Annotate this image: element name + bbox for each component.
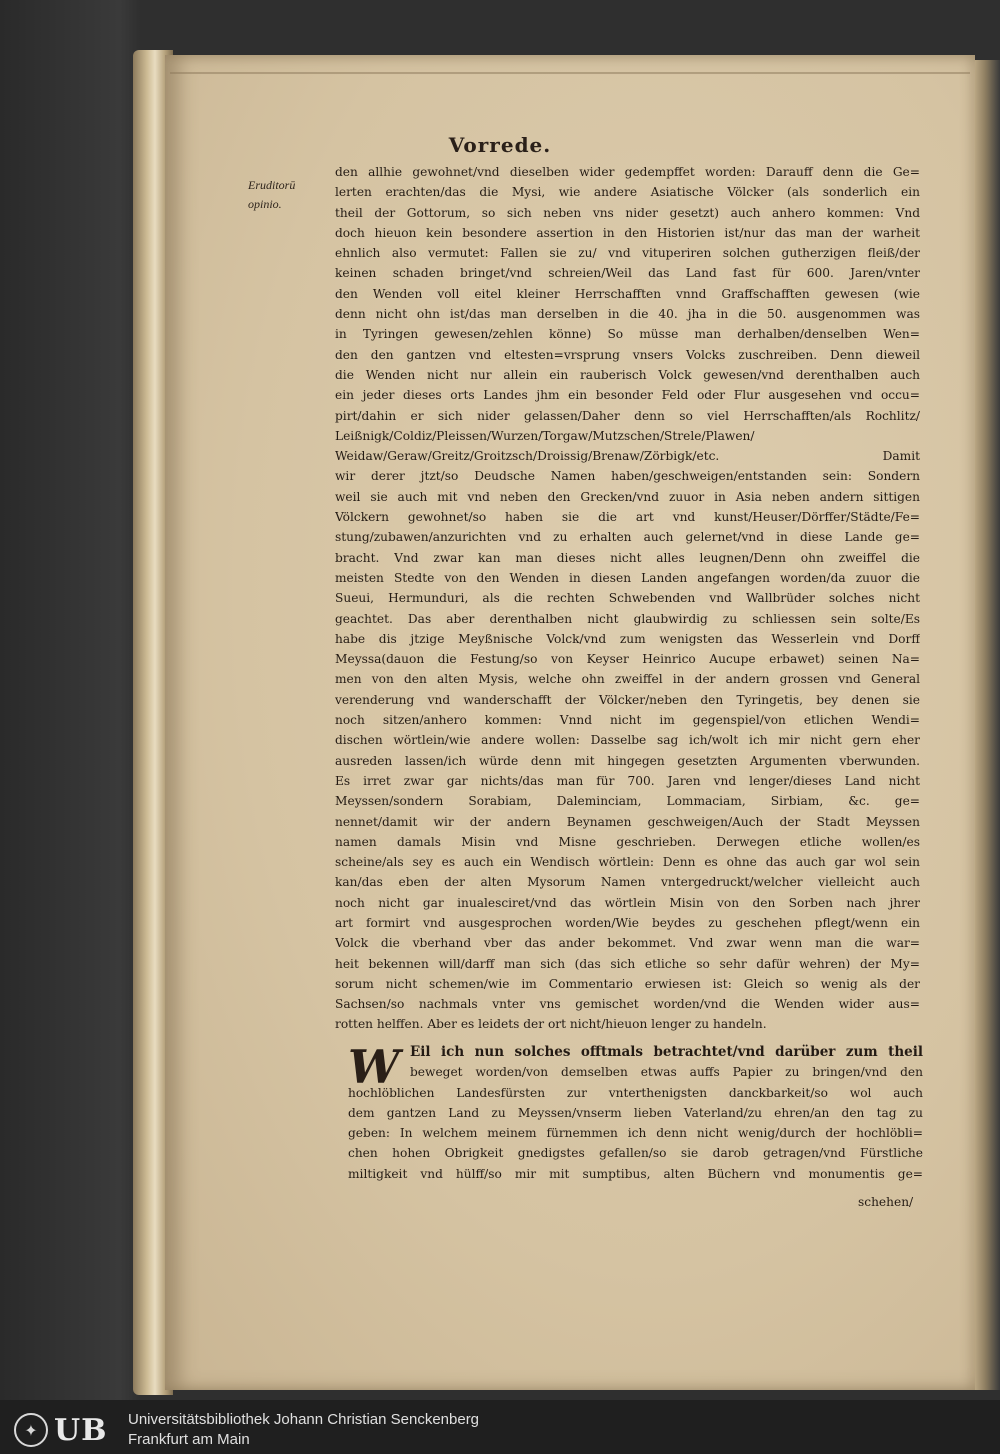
text-line: doch hieuon kein besondere assertion in den Historien ist/nur das man der warheit (335, 225, 920, 240)
text-line: Sueui, Hermunduri, als die rechten Schwebenden vnd Wallbrüder solches nicht (335, 591, 920, 606)
running-head: Vorrede. (448, 133, 552, 157)
text-line: Leißnigk/Coldiz/Pleissen/Wurzen/Torgaw/Mutzschen/Strele/Plawen/ (335, 428, 755, 443)
margin-note-line: opinio. (248, 197, 282, 211)
text-line: ehnlich also vermutet: Fallen sie zu/ vnd vituperiren solchen gutherzigen fleiß/der (335, 246, 920, 261)
text-line: meisten Stedte von den Wenden in diesen Landen angefangen worden/da zuuor die (335, 570, 920, 585)
text-line: stung/zubawen/anzurichten vnd zu erhalten auch gelernet/vnd in diese Lande ge= (335, 530, 920, 545)
text-line: beweget worden/von demselben etwas auffs Papier zu bringen/vnd den (410, 1065, 923, 1080)
text-line: heit bekennen will/darff man sich (das sich etliche so sehr dafür wehren) der My= (335, 956, 920, 971)
logo-text: UB (54, 1412, 108, 1448)
text-line: geachtet. Das aber derenthalben nicht glaubwirdig zu schliessen sein solte/Es (335, 611, 920, 626)
text-line: in Tyringen gewesen/zehlen könne) So müsse man derhalben/denselben Wen= (335, 327, 920, 342)
text-line: geben: In welchem meinem fürnemmen ich denn nicht wenig/durch der hochlöbli= (348, 1126, 923, 1141)
text-line: habe dis jtzige Meyßnische Volck/vnd zum wenigsten das Wesserlein vnd Dorff (335, 631, 920, 646)
text-line: nennet/damit wir der andern Beynamen geschweigen/Auch der Stadt Meyssen (335, 814, 920, 829)
text-line: scheine/als sey es auch ein Wendisch wörtlein: Denn es ohne das auch gar wol sein (335, 855, 920, 870)
text-line: chen hohen Obrigkeit gnedigstes gefallen/so sie darob getragen/vnd Fürstliche (348, 1146, 923, 1161)
text-line: dem gantzen Land zu Meyssen/vnserm lieben Vaterland/zu ehren/an den tag zu (348, 1105, 923, 1120)
text-line: den den gantzen vnd eltesten=vrsprung vnsers Volcks zuschreiben. Denn dieweil (335, 347, 920, 362)
text-line: art formirt vnd ausgesprochen worden/Wie beydes zu geschehen pflegt/wenn ein (335, 915, 920, 930)
text-line: kan/das eben der alten Mysorum Namen vntergedruckt/welcher vielleicht auch (335, 875, 920, 890)
seal-icon: ✦ (14, 1413, 48, 1447)
margin-note-line: Eruditorū (248, 178, 296, 192)
text-line: Weidaw/Geraw/Greitz/Groitzsch/Droissig/Brenaw/Zörbigk/etc. Damit (335, 449, 920, 464)
library-logo[interactable] (14, 1412, 108, 1448)
text-line: die Wenden nicht nur allein ein rauberisch Volck gewesen/vnd derenthalben auch (335, 367, 920, 382)
text-line: Meyssen/sondern Sorabiam, Daleminciam, Lommaciam, Sirbiam, &c. ge= (335, 794, 920, 809)
margin-note (248, 176, 320, 214)
text-line: Meyssa(dauon die Festung/so von Keyser Heinrico Aucupe erbawet) seinen Na= (335, 652, 920, 667)
text-line: ausreden lassen/ich würde denn mit hingegen gesetzten Argumenten vberwunden. (335, 753, 920, 768)
text-line: noch sitzen/anhero kommen: Vnnd nicht im gegenspiel/von etlichen Wendi= (335, 713, 920, 728)
catchword: schehen/ (858, 1195, 914, 1209)
text-line: rotten helffen. Aber es leidets der ort nicht/hieuon lenger zu handeln. (335, 1017, 767, 1032)
text-line: dischen wörtlein/wie andere wollen: Dasselbe sag ich/wolt ich mir nicht gern eher (335, 733, 920, 748)
page-fold (170, 72, 970, 74)
text-line: Sachsen/so nachmals vnter vns gemischet worden/vnd die Wenden wider aus= (335, 997, 920, 1012)
text-line: bracht. Vnd zwar kan man dieses nicht alles leugnen/Denn ohn zweiffel die (335, 550, 920, 565)
text-line: men von den alten Mysis, welche ohn zweiffel in der andern grossen vnd General (335, 672, 920, 687)
text-line: theil der Gottorum, so sich neben vns nider gesetzt) auch anhero kommen: Vnd (335, 205, 920, 220)
text-line: den allhie gewohnet/vnd dieselben wider gedempffet worden: Darauff denn die Ge= (335, 165, 920, 179)
text-line: den Wenden voll eitel kleiner Herrschafften vnnd Graffschafften gewesen (wie (335, 286, 920, 301)
text-line: lerten erachten/das die Mysi, wie andere Asiatische Völcker (als sonderlich ein (335, 185, 920, 200)
text-line: noch nicht gar inualesciret/vnd das wörtlein Misin von den Sorben nach jhrer (335, 895, 920, 910)
text-line: keinen schaden bringet/vnd schreien/Weil das Land fast für 600. Jaren/vnter (335, 266, 920, 281)
text-line: pirt/dahin er sich nider gelassen/Daher denn so viel Herrschafften/als Rochlitz/ (335, 408, 920, 423)
text-line: ein jeder dieses orts Landes jhm ein besonder Feld oder Flur ausgesehen vnd occu= (335, 388, 920, 403)
text-line: Völckern gewohnet/so haben sie die art vnd kunst/Heuser/Dörffer/Städte/Fe= (335, 510, 920, 525)
text-line: weil sie auch mit vnd neben den Grecken/vnd zuuor in Asia neben andern sittigen (335, 489, 920, 504)
text-line: wir derer jtzt/so Deudsche Namen haben/geschweigen/entstanden sein: Sondern (335, 469, 920, 484)
text-line: Volck die vberhand vber das ander bekommet. Vnd zwar wenn man die war= (335, 936, 920, 951)
body-text (335, 162, 920, 1035)
text-line: miltigkeit vnd hülff/so mir mit sumptibus, alten Büchern vnd monumentis ge= (348, 1166, 923, 1181)
text-line: hochlöblichen Landesfürsten zur vnterthenigsten danckbarkeit/so wol auch (348, 1085, 923, 1100)
footer-credit (128, 1410, 479, 1450)
text-line: Es irret zwar gar nichts/das man für 700. Jaren vnd lenger/dieses Land nicht (335, 773, 920, 788)
second-paragraph (348, 1042, 923, 1184)
text-line: sorum nicht schemen/wie im Commentario erwiesen ist: Gleich so wenig als der (335, 976, 920, 991)
footer-line-city: Frankfurt am Main (128, 1431, 250, 1448)
page-edge (975, 60, 1000, 1390)
text-line: namen damals Misin vnd Misne geschrieben. Derwegen etliche wollen/es (335, 834, 920, 849)
drop-cap: W (348, 1040, 400, 1094)
text-line: denn nicht ohn ist/das man derselben in die 40. jha in die 50. ausgenommen was (335, 307, 920, 322)
footer-line-institution: Universitätsbibliothek Johann Christian Senckenberg (128, 1411, 480, 1428)
text-line: Eil ich nun solches offtmals betrachtet/vnd darüber zum theil (410, 1044, 923, 1060)
text-line: verenderung vnd wanderschafft der Völcker/neben den Tyringetis, bey denen sie (335, 692, 920, 707)
